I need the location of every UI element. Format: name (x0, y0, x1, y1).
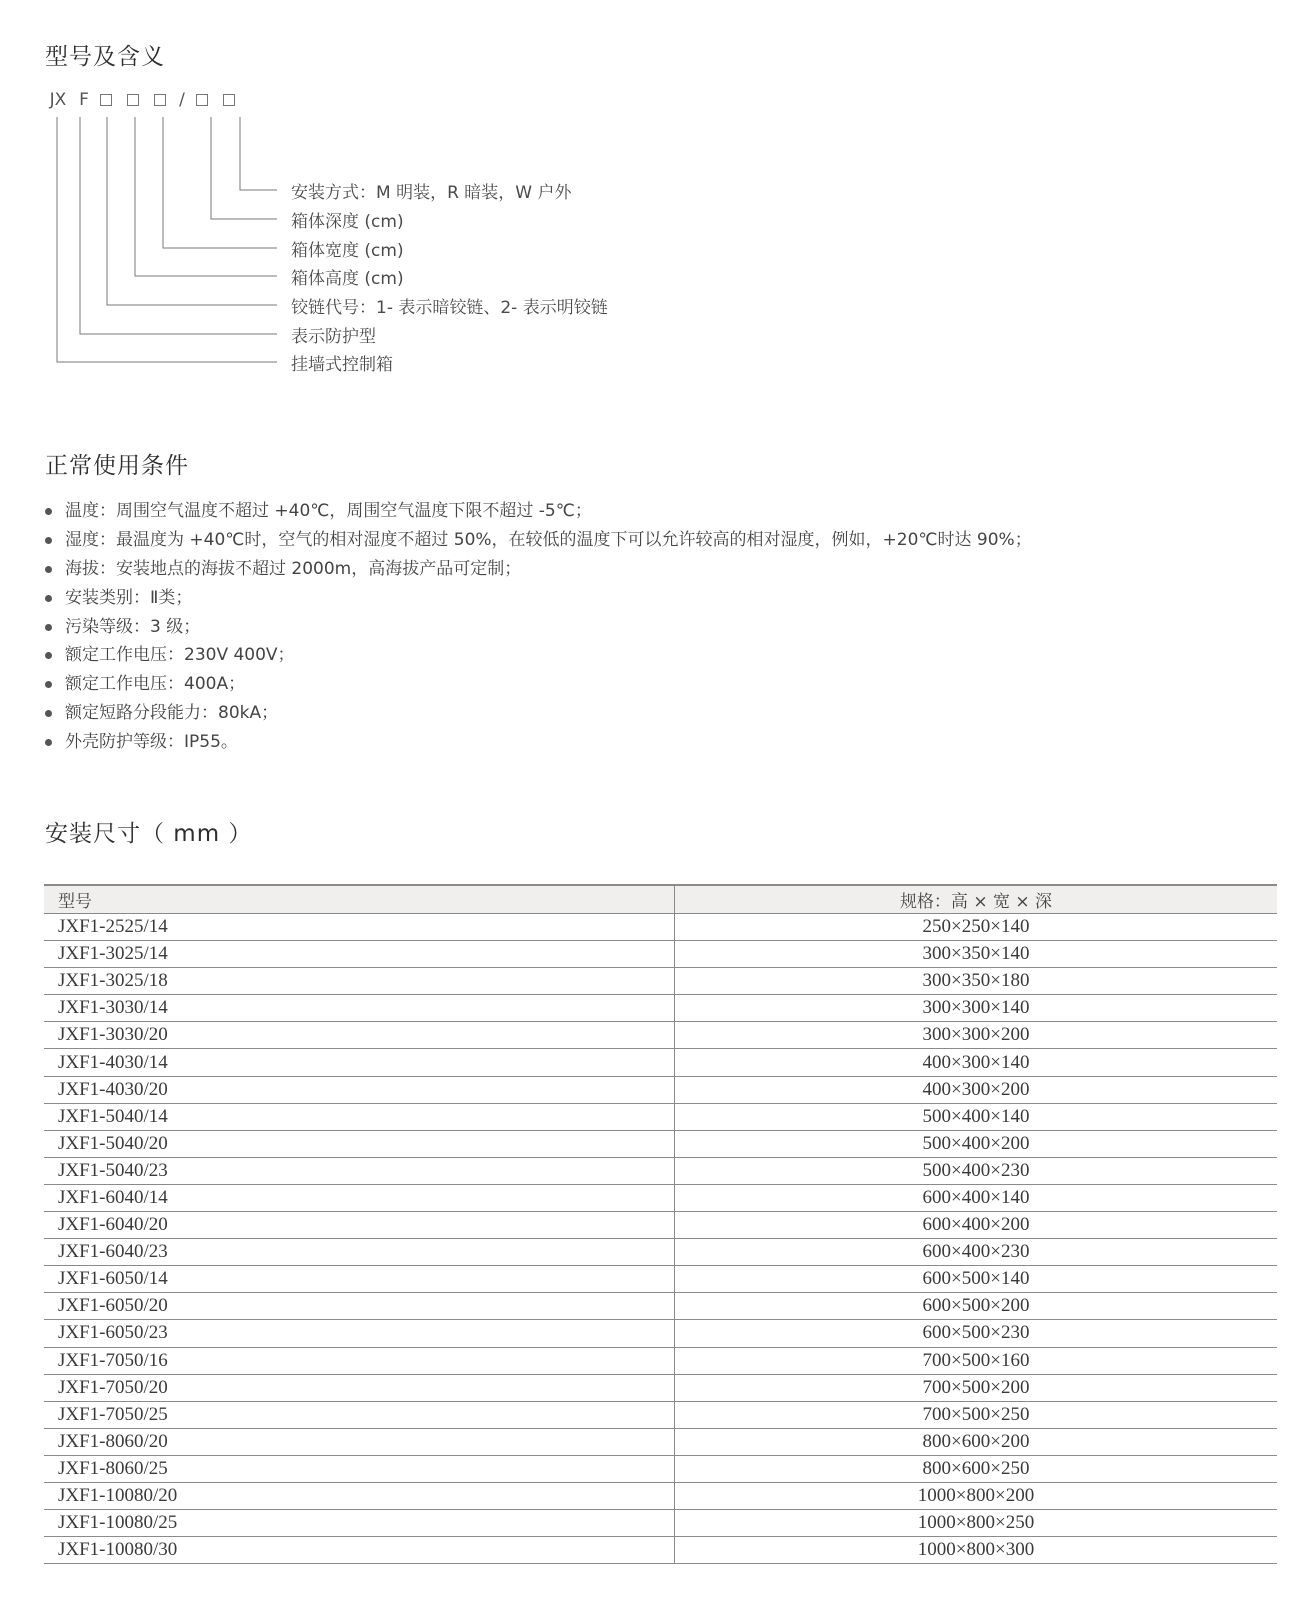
cell-spec: 600×400×230 (675, 1239, 1278, 1266)
table-row (44, 1266, 1277, 1293)
conditions-list (45, 497, 1032, 757)
condition-item (45, 526, 1032, 555)
table-row (44, 914, 1277, 941)
table-row (44, 1103, 1277, 1130)
cell-spec: 700×500×250 (675, 1401, 1278, 1428)
cell-spec: 300×350×180 (675, 968, 1278, 995)
cell-model: JXF1-3025/18 (44, 968, 675, 995)
cell-spec: 250×250×140 (675, 914, 1278, 941)
legend-depth: 箱体深度 (cm) (291, 212, 404, 232)
table-row (44, 995, 1277, 1022)
condition-text: 污染等级：3 级； (65, 616, 201, 637)
code-leader-lines (0, 0, 1305, 400)
cell-model: JXF1-2525/14 (44, 914, 675, 941)
condition-item (45, 670, 1032, 699)
cell-model: JXF1-6050/14 (44, 1266, 675, 1293)
table-row (44, 1293, 1277, 1320)
table-row (44, 1374, 1277, 1401)
cell-model: JXF1-10080/20 (44, 1482, 675, 1509)
table-row (44, 1157, 1277, 1184)
table-row (44, 1428, 1277, 1455)
table-row (44, 968, 1277, 995)
condition-text: 外壳防护等级：IP55。 (65, 732, 238, 753)
legend-protection: 表示防护型 (291, 327, 376, 347)
cell-model: JXF1-7050/16 (44, 1347, 675, 1374)
table-row (44, 1510, 1277, 1537)
cell-spec: 700×500×200 (675, 1374, 1278, 1401)
code-box-width (154, 94, 166, 106)
dimensions-table (44, 884, 1277, 1564)
condition-text: 额定工作电压：400A； (65, 674, 246, 695)
cell-spec: 300×300×140 (675, 995, 1278, 1022)
condition-text: 温度：周围空气温度不超过 +40℃，周围空气温度下限不超过 -5℃； (65, 501, 592, 521)
table-row (44, 1455, 1277, 1482)
condition-text: 湿度：最温度为 +40℃时，空气的相对湿度不超过 50%，在较低的温度下可以允许较高的相对湿度，例如，+20℃时达 90%； (65, 529, 1032, 550)
table-row (44, 941, 1277, 968)
bullet-dot-icon (45, 652, 52, 659)
table-row (44, 1022, 1277, 1049)
code-box-height (127, 94, 139, 106)
cell-model: JXF1-3030/20 (44, 1022, 675, 1049)
model-code (46, 90, 235, 110)
condition-item (45, 584, 1032, 613)
cell-model: JXF1-6040/23 (44, 1239, 675, 1266)
condition-text: 安装类别：Ⅱ类； (65, 587, 193, 608)
cell-spec: 1000×800×200 (675, 1482, 1278, 1509)
code-slash: / (179, 90, 185, 110)
cell-model: JXF1-7050/20 (44, 1374, 675, 1401)
condition-text: 额定短路分段能力：80kA； (65, 703, 279, 724)
cell-model: JXF1-6040/20 (44, 1212, 675, 1239)
cell-model: JXF1-3025/14 (44, 941, 675, 968)
cell-spec: 400×300×200 (675, 1076, 1278, 1103)
condition-item (45, 699, 1032, 728)
cell-model: JXF1-3030/14 (44, 995, 675, 1022)
table-row (44, 1320, 1277, 1347)
cell-model: JXF1-7050/25 (44, 1401, 675, 1428)
cell-model: JXF1-4030/20 (44, 1076, 675, 1103)
bullet-dot-icon (45, 566, 52, 573)
bullet-dot-icon (45, 710, 52, 717)
legend-hinge: 铰链代号：1- 表示暗铰链、2- 表示明铰链 (291, 298, 608, 318)
section-title-dimensions: 安装尺寸（ mm ） (45, 821, 253, 847)
table-row (44, 1130, 1277, 1157)
condition-item (45, 555, 1032, 584)
condition-item (45, 728, 1032, 757)
condition-item (45, 641, 1032, 670)
table-body (44, 914, 1277, 1564)
bullet-dot-icon (45, 508, 52, 515)
cell-spec: 700×500×160 (675, 1347, 1278, 1374)
cell-spec: 600×400×200 (675, 1212, 1278, 1239)
legend-mount: 安装方式：M 明装，R 暗装，W 户外 (291, 183, 572, 203)
table-row (44, 1482, 1277, 1509)
cell-spec: 600×500×230 (675, 1320, 1278, 1347)
cell-spec: 500×400×230 (675, 1157, 1278, 1184)
bullet-dot-icon (45, 739, 52, 746)
bullet-dot-icon (45, 595, 52, 602)
section-title-conditions: 正常使用条件 (45, 453, 189, 479)
cell-spec: 1000×800×300 (675, 1537, 1278, 1564)
cell-spec: 800×600×250 (675, 1455, 1278, 1482)
header-spec: 规格：高 × 宽 × 深 (675, 885, 1278, 914)
cell-model: JXF1-5040/20 (44, 1130, 675, 1157)
header-model: 型号 (44, 885, 675, 914)
cell-spec: 400×300×140 (675, 1049, 1278, 1076)
cell-spec: 800×600×200 (675, 1428, 1278, 1455)
condition-item (45, 497, 1032, 526)
condition-item (45, 613, 1032, 642)
code-f: F (79, 90, 89, 110)
cell-model: JXF1-6040/14 (44, 1184, 675, 1211)
condition-text: 额定工作电压：230V 400V； (65, 645, 295, 666)
cell-spec: 1000×800×250 (675, 1510, 1278, 1537)
section-title-model: 型号及含义 (45, 44, 165, 70)
cell-model: JXF1-6050/23 (44, 1320, 675, 1347)
cell-model: JXF1-6050/20 (44, 1293, 675, 1320)
cell-spec: 300×350×140 (675, 941, 1278, 968)
cell-model: JXF1-5040/14 (44, 1103, 675, 1130)
cell-spec: 300×300×200 (675, 1022, 1278, 1049)
cell-spec: 500×400×140 (675, 1103, 1278, 1130)
cell-spec: 500×400×200 (675, 1130, 1278, 1157)
bullet-dot-icon (45, 624, 52, 631)
table-row (44, 1184, 1277, 1211)
bullet-dot-icon (45, 681, 52, 688)
table-header-row (44, 885, 1277, 914)
code-box-mount (223, 94, 235, 106)
cell-spec: 600×500×140 (675, 1266, 1278, 1293)
table-row (44, 1347, 1277, 1374)
cell-model: JXF1-8060/20 (44, 1428, 675, 1455)
cell-spec: 600×500×200 (675, 1293, 1278, 1320)
code-box-depth (196, 94, 208, 106)
table-row (44, 1239, 1277, 1266)
table-row (44, 1049, 1277, 1076)
cell-spec: 600×400×140 (675, 1184, 1278, 1211)
legend-wall-box: 挂墙式控制箱 (291, 355, 393, 375)
legend-height: 箱体高度 (cm) (291, 269, 404, 289)
table-row (44, 1537, 1277, 1564)
cell-model: JXF1-5040/23 (44, 1157, 675, 1184)
cell-model: JXF1-10080/25 (44, 1510, 675, 1537)
cell-model: JXF1-4030/14 (44, 1049, 675, 1076)
table-row (44, 1076, 1277, 1103)
bullet-dot-icon (45, 537, 52, 544)
code-jx: JX (49, 90, 67, 110)
cell-model: JXF1-8060/25 (44, 1455, 675, 1482)
legend-width: 箱体宽度 (cm) (291, 241, 404, 261)
table-row (44, 1212, 1277, 1239)
cell-model: JXF1-10080/30 (44, 1537, 675, 1564)
condition-text: 海拔：安装地点的海拔不超过 2000m，高海拔产品可定制； (65, 558, 522, 579)
code-box-hinge (100, 94, 112, 106)
table-row (44, 1401, 1277, 1428)
